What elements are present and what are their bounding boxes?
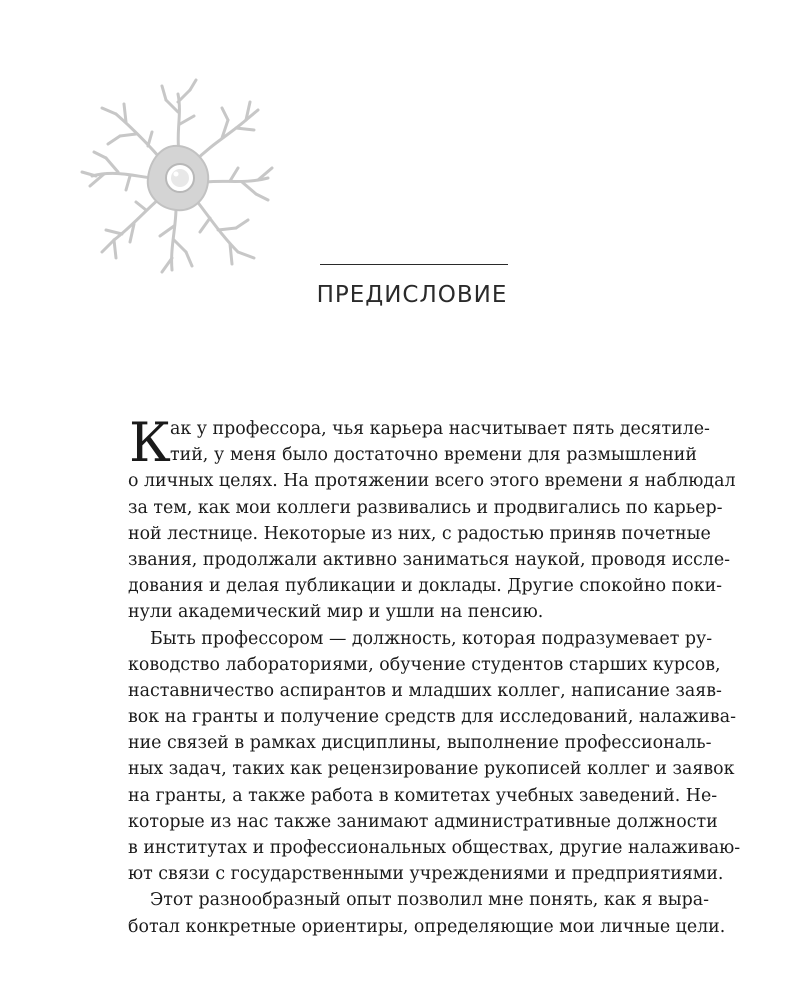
text-line: вок на гранты и получение средств для исследований, налажива- xyxy=(128,707,736,728)
chapter-title: ПРЕДИСЛОВИЕ xyxy=(316,282,508,308)
text-line: Этот разнообразный опыт позволил мне понять, как я выра- xyxy=(150,890,709,911)
text-line: ют связи с государственными учреждениями и предприятиями. xyxy=(128,864,724,885)
text-line: ководство лабораториями, обучение студентов старших курсов, xyxy=(128,654,721,675)
drop-cap: К xyxy=(129,411,171,474)
text-line: дования и делая публикации и доклады. Другие спокойно поки- xyxy=(128,576,723,597)
text-line: в институтах и профессиональных обществах, другие налаживаю- xyxy=(128,838,741,858)
text-line: ных задач, таких как рецензирование рукописей коллег и заявок xyxy=(128,759,735,780)
text-line: о личных целях. На протяжении всего этого времени я наблюдал xyxy=(128,471,736,492)
title-rule xyxy=(320,264,508,265)
body-text xyxy=(128,411,741,940)
text-line: нули академический мир и ушли на пенсию. xyxy=(128,602,544,623)
text-line: ак у профессора, чья карьера насчитывает пять десятиле- xyxy=(170,419,710,439)
text-line: ние связей в рамках дисциплины, выполнение профессиональ- xyxy=(128,733,712,754)
text-line: на гранты, а также работа в комитетах учебных заведений. Не- xyxy=(128,785,718,806)
text-line: Быть профессором — должность, которая подразумевает ру- xyxy=(150,628,713,649)
text-line: тий, у меня было достаточно времени для размышлений xyxy=(170,445,697,466)
text-line: ной лестнице. Некоторые из них, с радостью приняв почетные xyxy=(128,523,711,544)
text-line: звания, продолжали активно заниматься наукой, проводя иссле- xyxy=(128,549,731,570)
text-line: которые из нас также занимают административные должности xyxy=(128,811,718,832)
neuron-illustration xyxy=(72,72,286,286)
text-line: за тем, как мои коллеги развивались и продвигались по карьер- xyxy=(128,497,723,518)
text-line: наставничество аспирантов и младших коллег, написание заяв- xyxy=(128,680,722,701)
text-line: ботал конкретные ориентиры, определяющие мои личные цели. xyxy=(128,916,726,937)
